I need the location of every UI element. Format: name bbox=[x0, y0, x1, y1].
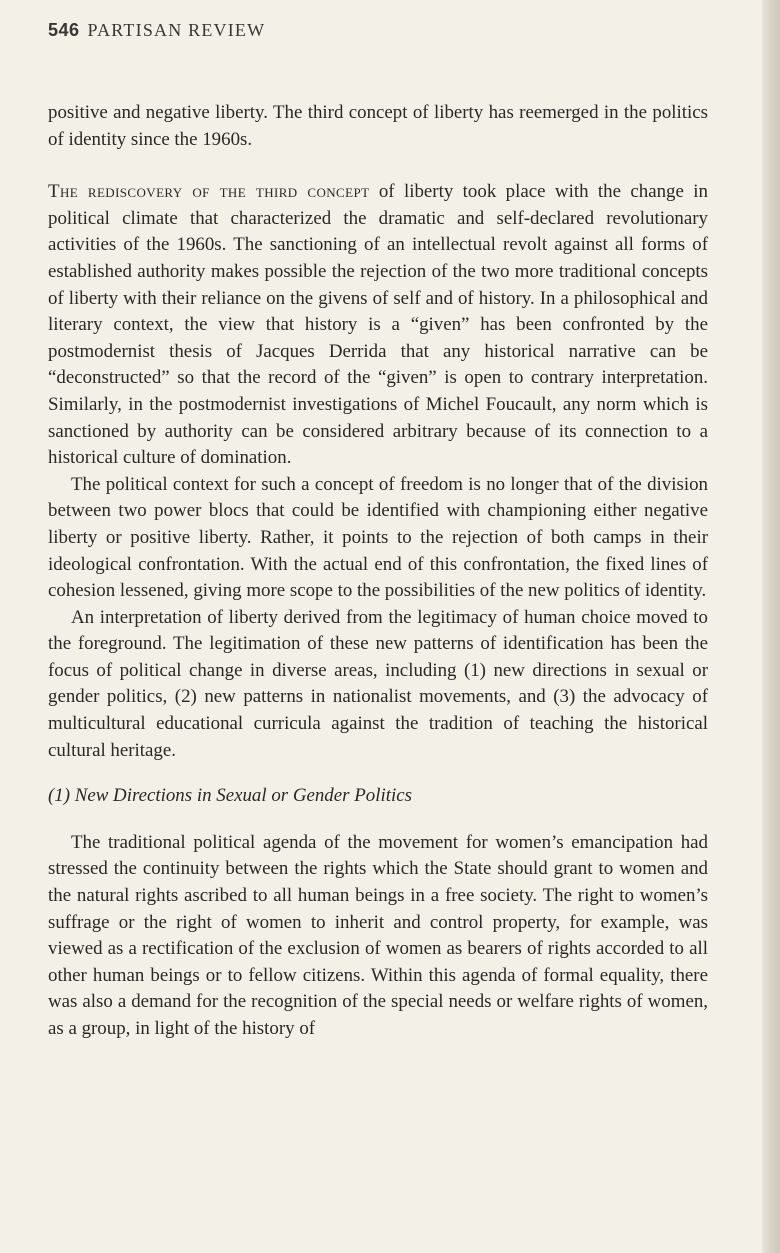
small-caps-lead: The rediscovery of the third concept bbox=[48, 181, 370, 203]
paragraph-text: of liberty took place with the change in political climate that characterized the dramatic and self-declared revolutionary activities of the 1960s. The sanctioning of an intellectual revolt against all forms of established authority makes possible the rejection of the two more traditional concepts of liberty with their reliance on the givens of self and of history. In a philosophical and literary context, the view that history is a “given” has been confronted by the postmodernist thesis of Jacques Derrida that any historical narrative can be “deconstructed” so that the record of the “given” is open to contrary interpretation. Similarly, in the postmodernist investigations of Michel Foucault, any norm which is sanctioned by authority can be considered arbitrary because of its connection to a historical culture of domination. bbox=[48, 181, 708, 469]
paragraph-continued: positive and negative liberty. The third concept of liberty has reemerged in the politics of identity since the 1960s. bbox=[48, 102, 708, 150]
paragraph-gender-politics: The traditional political agenda of the movement for women’s emancipation had stressed the continuity between the rights which the State should grant to women and the natural rights ascribed to all human beings in a free society. The right to women’s suffrage or the right of women to inherit and control property, for example, was viewed as a rectification of the exclusion of women as bearers of rights accorded to all other human beings or to fellow citizens. Within this agenda of formal equality, there was also a demand for the recognition of the special needs or welfare rights of women, as a group, in light of the history of bbox=[48, 831, 708, 1039]
running-title: PARTISAN REVIEW bbox=[87, 20, 266, 40]
paragraph-third-concept bbox=[48, 179, 708, 472]
running-header bbox=[48, 20, 265, 41]
body-text bbox=[48, 100, 708, 1043]
section-subheading: (1) New Directions in Sexual or Gender Politics bbox=[48, 785, 412, 807]
paragraph-interpretation: An interpretation of liberty derived from the legitimacy of human choice moved to the foreground. The legitimation of these new patterns of identification has been the focus of political change in diverse areas, including (1) new directions in sexual or gender politics, (2) new patterns in nationalist movements, and (3) the advocacy of multicultural educational curricula against the tradition of teaching the historical cultural heritage. bbox=[48, 606, 708, 761]
page-edge-shadow bbox=[762, 0, 780, 1253]
page-number: 546 bbox=[48, 20, 80, 40]
paragraph-political-context: The political context for such a concept of freedom is no longer that of the division between two power blocs that could be identified with championing either negative liberty or positive liberty. Rather, it points to the rejection of both camps in their ideological confrontation. With the actual end of this confrontation, the fixed lines of cohesion lessened, giving more scope to the possibilities of the new politics of identity. bbox=[48, 473, 708, 602]
